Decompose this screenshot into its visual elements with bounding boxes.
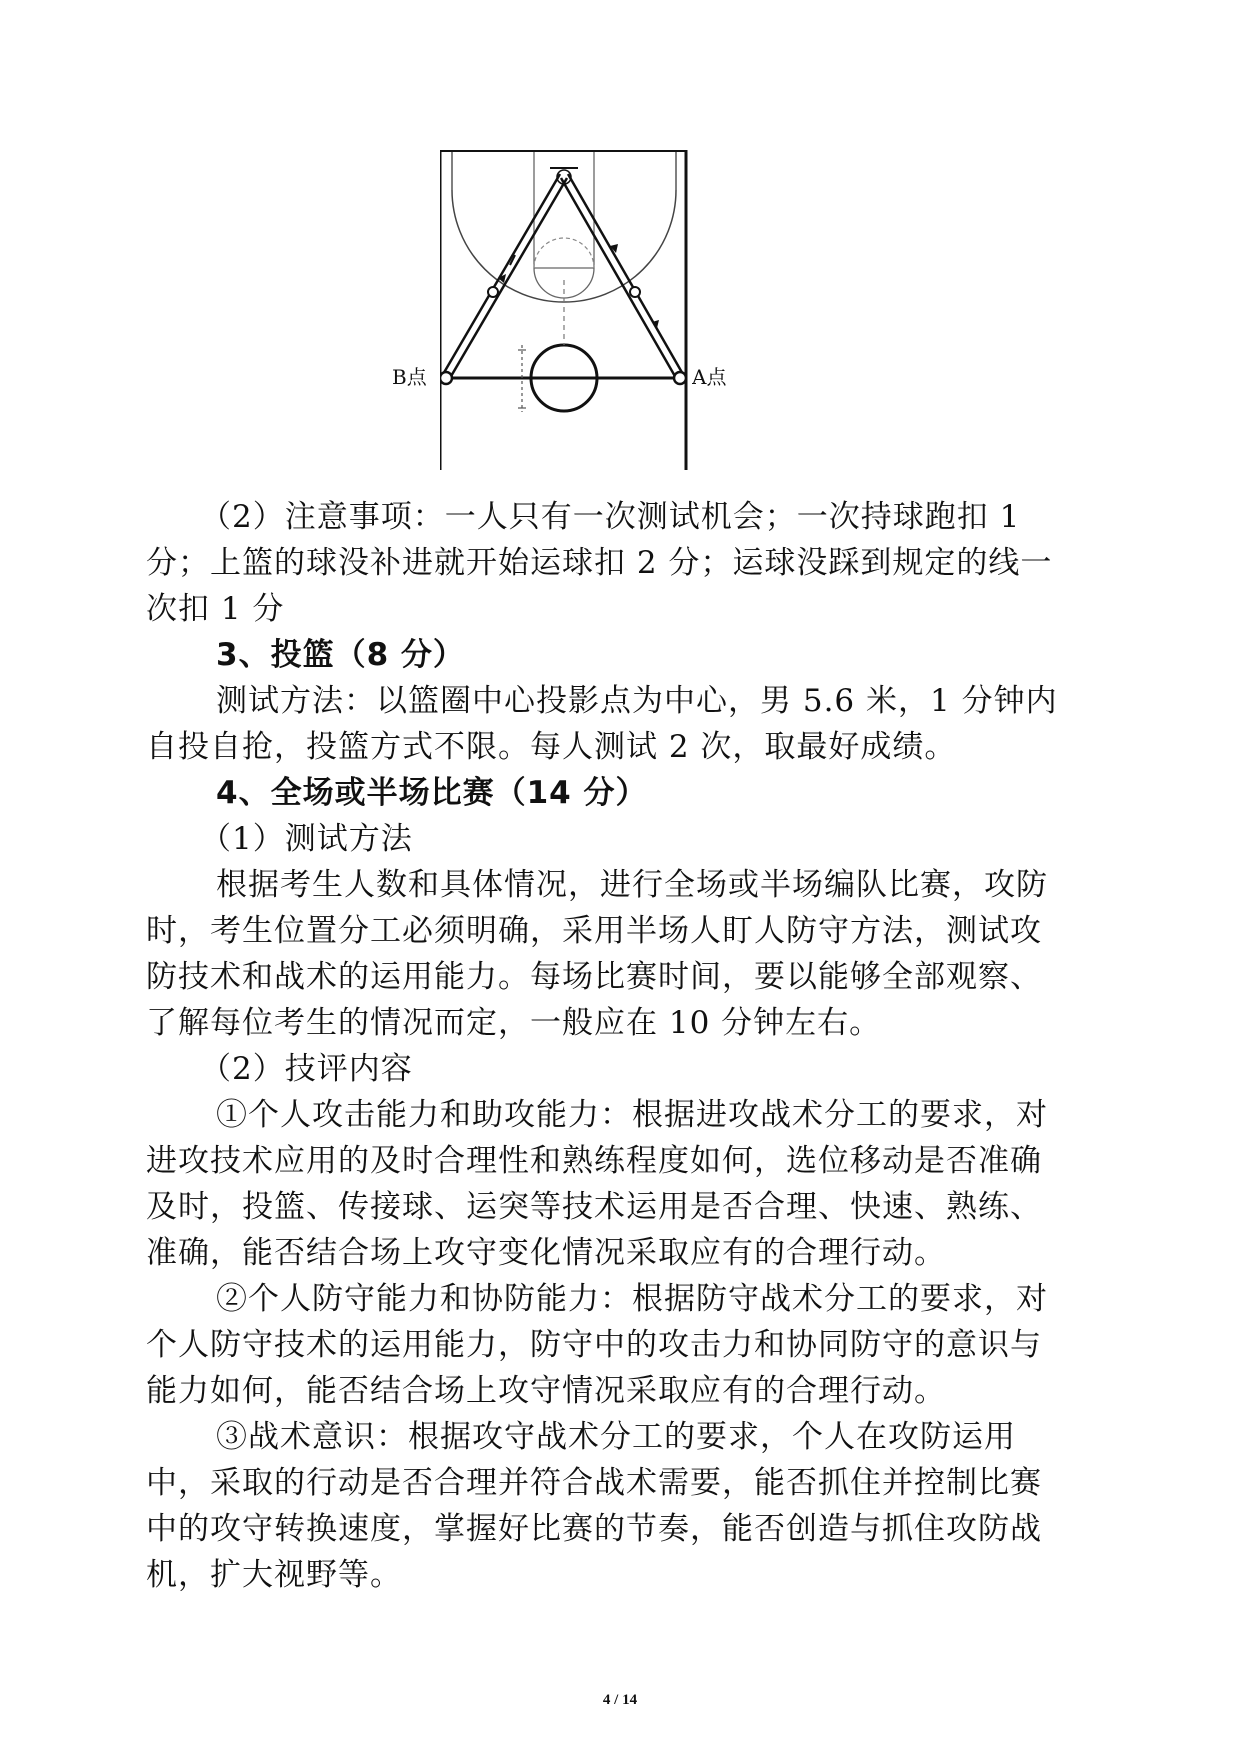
eval-item1-line-4: 准确，能否结合场上攻守变化情况采取应有的合理行动。 (146, 1235, 946, 1271)
point-a-label: A点 (692, 365, 727, 389)
subheading-evaluation: （2）技评内容 (200, 1051, 413, 1087)
eval-item3-line-4: 机，扩大视野等。 (146, 1557, 402, 1593)
label-b-wrap (392, 356, 452, 396)
eval-item3-line-2: 中，采取的行动是否合理并符合战术需要，能否抓住并控制比赛 (146, 1465, 1042, 1501)
eval-item1-line-2: 进攻技术应用的及时合理性和熟练程度如何，选位移动是否准确 (146, 1143, 1042, 1179)
section-heading-shooting: 3、投篮（8 分） (216, 637, 465, 673)
eval-item2-line-1: ②个人防守能力和协防能力：根据防守战术分工的要求，对 (216, 1281, 1048, 1317)
method-line-3: 防技术和战术的运用能力。每场比赛时间，要以能够全部观察、 (146, 959, 1042, 995)
basketball-court-diagram (392, 150, 850, 470)
eval-item3-line-1: ③战术意识：根据攻守战术分工的要求，个人在攻防运用 (216, 1419, 1016, 1455)
method-line-4: 了解每位考生的情况而定，一般应在 10 分钟左右。 (146, 1005, 882, 1041)
eval-item2-line-2: 个人防守技术的运用能力，防守中的攻击力和协同防守的意识与 (146, 1327, 1042, 1363)
subheading-method: （1）测试方法 (200, 821, 413, 857)
label-a-wrap (692, 356, 752, 396)
method-line-2: 时，考生位置分工必须明确，采用半场人盯人防守方法，测试攻 (146, 913, 1042, 949)
eval-item2-line-3: 能力如何，能否结合场上攻守情况采取应有的合理行动。 (146, 1373, 946, 1409)
point-b-label: B点 (392, 365, 427, 389)
shooting-line-1: 测试方法：以篮圈中心投影点为中心，男 5.6 米，1 分钟内 (216, 683, 1058, 719)
shooting-line-2: 自投自抢，投篮方式不限。每人测试 2 次，取最好成绩。 (146, 729, 957, 765)
section-heading-game: 4、全场或半场比赛（14 分） (216, 775, 648, 811)
eval-item3-line-3: 中的攻守转换速度，掌握好比赛的节奏，能否创造与抓住攻防战 (146, 1511, 1042, 1547)
court-svg (440, 150, 850, 470)
note-line-3: 次扣 1 分 (146, 591, 285, 627)
eval-item1-line-3: 及时，投篮、传接球、运突等技术运用是否合理、快速、熟练、 (146, 1189, 1042, 1225)
method-line-1: 根据考生人数和具体情况，进行全场或半场编队比赛，攻防 (216, 867, 1048, 903)
note-line-1: （2）注意事项：一人只有一次测试机会；一次持球跑扣 1 (200, 499, 1021, 535)
eval-item1-line-1: ①个人攻击能力和助攻能力：根据进攻战术分工的要求，对 (216, 1097, 1048, 1133)
page-number: 4 / 14 (602, 1692, 638, 1708)
note-line-2: 分；上篮的球没补进就开始运球扣 2 分；运球没踩到规定的线一 (146, 545, 1053, 581)
